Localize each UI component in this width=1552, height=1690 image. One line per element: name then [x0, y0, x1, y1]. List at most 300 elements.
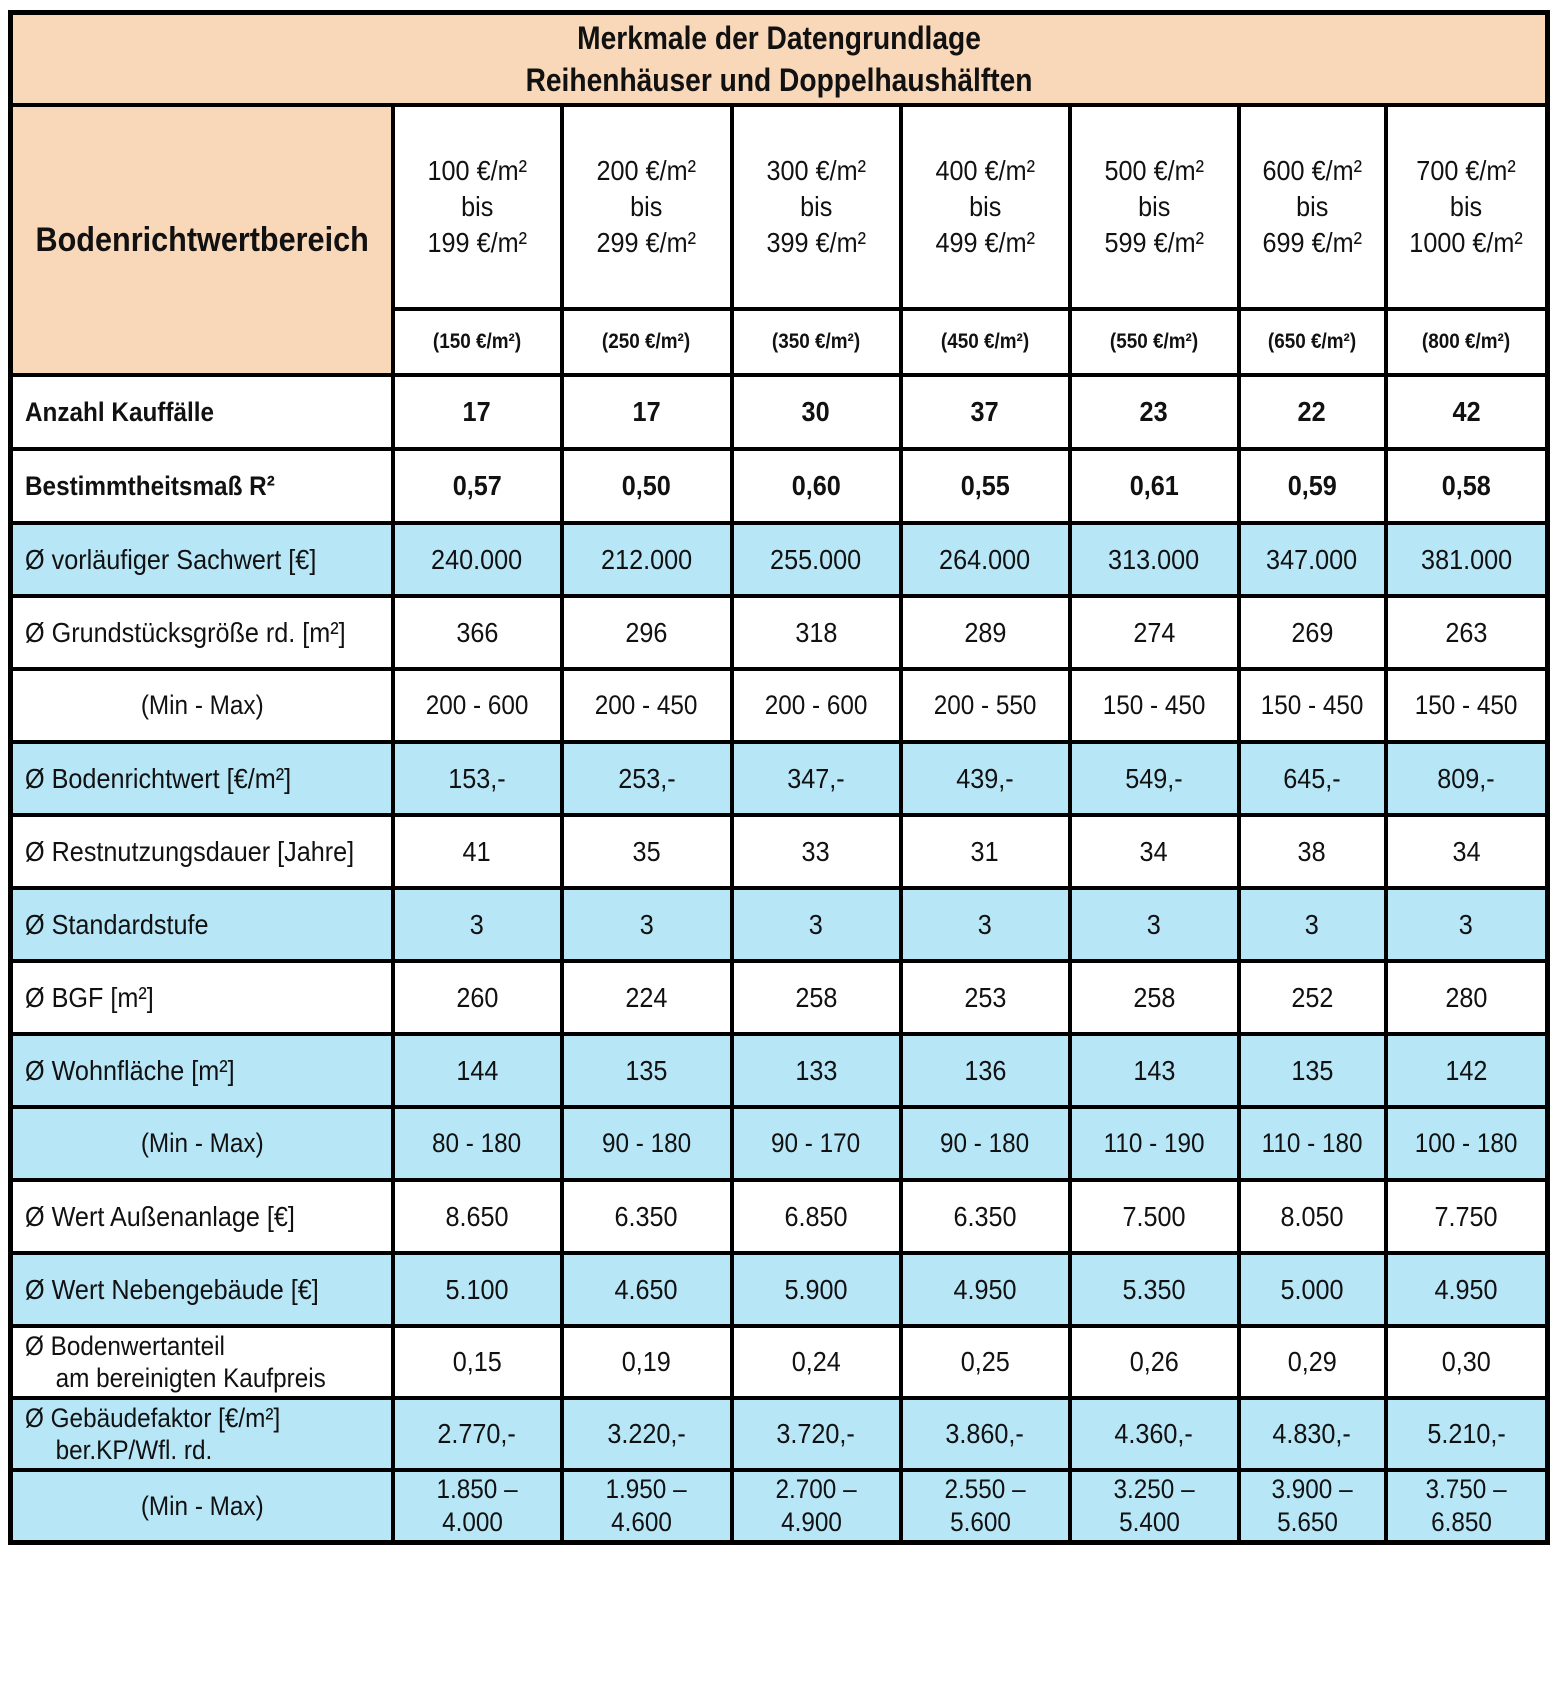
- range-mid-value: [562, 309, 732, 375]
- cell-value: 0,29: [1287, 1346, 1337, 1377]
- cell-value: 3.220,-: [607, 1418, 686, 1449]
- table-cell: [732, 1470, 901, 1543]
- cell-value: 0,26: [1129, 1346, 1179, 1377]
- row-wohnflaeche_mm: [11, 1107, 1548, 1180]
- cell-value: 253,-: [617, 762, 676, 794]
- row-grundstueck: [11, 596, 1548, 669]
- cell-range-to: 4.000: [442, 1507, 503, 1537]
- range-from: 300 €/m²: [766, 155, 866, 186]
- table-cell: [393, 1398, 562, 1470]
- table-cell: [562, 596, 732, 669]
- cell-value: 549,-: [1125, 762, 1183, 794]
- cell-value: 224: [625, 981, 668, 1013]
- table-cell: [901, 449, 1070, 523]
- table-cell: [393, 523, 562, 596]
- range-text: [1410, 153, 1523, 261]
- cell-value: 7.750: [1434, 1200, 1498, 1232]
- cell-value: 38: [1297, 835, 1327, 867]
- table-cell: [1070, 888, 1239, 961]
- cell-value: 289: [963, 616, 1007, 648]
- table-cell: [901, 1253, 1070, 1326]
- row-sachwert: [11, 523, 1548, 596]
- range-mid-value: [901, 309, 1070, 375]
- range-text: [1104, 153, 1203, 261]
- row-wohnflaeche: [11, 1034, 1548, 1107]
- table-cell: [732, 523, 901, 596]
- row-label: [11, 1326, 393, 1398]
- table-cell: [732, 449, 901, 523]
- range-bis: bis: [1450, 191, 1483, 222]
- cell-value: 5.100: [445, 1273, 509, 1305]
- table-cell: [901, 1180, 1070, 1253]
- cell-value: 809,-: [1437, 762, 1495, 794]
- row-label: [11, 449, 393, 523]
- table-cell: [562, 1253, 732, 1326]
- table-cell: [1239, 1470, 1386, 1543]
- data-table-container: [8, 10, 1545, 1545]
- cell-value: 4.360,-: [1114, 1418, 1194, 1449]
- range-from: 700 €/m²: [1416, 155, 1516, 186]
- cell-range-to: 5.400: [1119, 1507, 1180, 1537]
- row-label: [11, 1470, 393, 1543]
- cell-value: 150 - 450: [1102, 690, 1206, 720]
- cell-value: 252: [1290, 981, 1334, 1013]
- table-cell: [562, 1180, 732, 1253]
- row-label: [11, 1034, 393, 1107]
- table-cell: [393, 1107, 562, 1180]
- row-label: [11, 523, 393, 596]
- range-cell: [562, 105, 732, 309]
- cell-value: 3: [469, 908, 485, 940]
- table-cell: [732, 815, 901, 888]
- cell-value: 240.000: [431, 543, 523, 575]
- cell-value: 296: [625, 616, 668, 648]
- cell-value: 8.050: [1280, 1200, 1344, 1232]
- row-label: [11, 1253, 393, 1326]
- range-cell: [732, 105, 901, 309]
- table-cell: [732, 1034, 901, 1107]
- cell-value: 253: [963, 981, 1007, 1013]
- table-cell: [562, 742, 732, 815]
- table-cell: [1070, 1326, 1239, 1398]
- table-cell: [1239, 449, 1386, 523]
- table-cell: [732, 1180, 901, 1253]
- table-cell: [732, 742, 901, 815]
- table-cell: [393, 1326, 562, 1398]
- table-cell: [393, 669, 562, 742]
- table-cell: [1070, 449, 1239, 523]
- range-to: 399 €/m²: [766, 227, 866, 258]
- cell-range: [944, 1473, 1025, 1539]
- row-label: [11, 1180, 393, 1253]
- row-gebaeudefaktor: [11, 1398, 1548, 1470]
- table-cell: [901, 961, 1070, 1034]
- table-cell: [1239, 742, 1386, 815]
- table-cell: [1239, 1326, 1386, 1398]
- table-cell: [562, 523, 732, 596]
- table-cell: [732, 961, 901, 1034]
- range-mid-value: [1070, 309, 1239, 375]
- cell-value: 439,-: [956, 762, 1014, 794]
- cell-value: 3.720,-: [776, 1418, 856, 1449]
- table-cell: [732, 669, 901, 742]
- row-label-text: (Min - Max): [140, 1128, 264, 1158]
- range-mid-value: [732, 309, 901, 375]
- table-cell: [1386, 523, 1548, 596]
- table-cell: [1386, 449, 1548, 523]
- cell-value: 645,-: [1283, 762, 1341, 794]
- cell-value: 35: [632, 835, 661, 867]
- table-cell: [1070, 596, 1239, 669]
- table-cell: [732, 1326, 901, 1398]
- cell-value: 366: [455, 616, 499, 648]
- row-label-text: Ø Bodenrichtwert [€/m²]: [25, 762, 292, 794]
- range-from: 500 €/m²: [1104, 155, 1204, 186]
- row-gebaeudefaktor_mm: [11, 1470, 1548, 1543]
- cell-value: 0,19: [621, 1346, 672, 1377]
- table-cell: [1070, 1253, 1239, 1326]
- table-cell: [393, 1180, 562, 1253]
- table-cell: [732, 596, 901, 669]
- cell-value: 3: [977, 908, 993, 940]
- table-cell: [393, 596, 562, 669]
- cell-value: 5.350: [1122, 1273, 1186, 1305]
- range-text: [427, 153, 526, 261]
- range-mid-text: (650 €/m²): [1267, 330, 1357, 353]
- table-cell: [1239, 375, 1386, 449]
- cell-value: 0,59: [1287, 470, 1337, 501]
- range-from: 200 €/m²: [596, 155, 697, 186]
- range-mid-text: (250 €/m²): [602, 330, 691, 353]
- table-cell: [1386, 375, 1548, 449]
- table-cell: [901, 375, 1070, 449]
- range-mid-text: (450 €/m²): [940, 330, 1030, 353]
- range-text: [1262, 153, 1361, 261]
- range-bis: bis: [1295, 191, 1329, 222]
- cell-value: 0,58: [1441, 470, 1491, 501]
- cell-value: 7.500: [1122, 1200, 1186, 1232]
- table-cell: [1239, 1180, 1386, 1253]
- cell-value: 280: [1445, 981, 1488, 1013]
- range-to: 599 €/m²: [1104, 227, 1204, 258]
- table-cell: [1386, 961, 1548, 1034]
- cell-range-to: 6.850: [1431, 1507, 1493, 1537]
- cell-value: 110 - 180: [1261, 1128, 1363, 1158]
- cell-value: 0,15: [452, 1346, 502, 1377]
- cell-value: 135: [625, 1054, 668, 1086]
- cell-value: 3: [808, 908, 824, 940]
- table-cell: [1386, 1180, 1548, 1253]
- table-cell: [393, 961, 562, 1034]
- table-cell: [393, 375, 562, 449]
- range-mid-value: [1386, 309, 1548, 375]
- table-title: [11, 13, 1548, 106]
- cell-value: 4.950: [1434, 1273, 1498, 1305]
- cell-range: [1113, 1473, 1194, 1539]
- cell-value: 135: [1290, 1054, 1334, 1086]
- row-label: [11, 669, 393, 742]
- table-cell: [562, 815, 732, 888]
- cell-value: 200 - 600: [764, 690, 868, 720]
- cell-value: 0,50: [621, 470, 672, 501]
- table-cell: [1239, 1107, 1386, 1180]
- table-cell: [393, 888, 562, 961]
- cell-value: 200 - 600: [425, 690, 529, 720]
- range-mid-value: [1239, 309, 1386, 375]
- range-text: [935, 153, 1034, 261]
- table-cell: [562, 1107, 732, 1180]
- cell-range-from: 1.950 –: [605, 1474, 688, 1504]
- cell-value: 263: [1445, 616, 1488, 648]
- range-mid-text: (550 €/m²): [1109, 330, 1199, 353]
- row-standardstufe: [11, 888, 1548, 961]
- cell-value: 269: [1290, 616, 1334, 648]
- row-label: [11, 815, 393, 888]
- table-cell: [562, 1034, 732, 1107]
- cell-range-from: 3.750 –: [1425, 1474, 1507, 1504]
- title-line-2: Reihenhäuser und Doppelhaushälften: [525, 62, 1033, 98]
- row-label: [11, 742, 393, 815]
- cell-value: 2.770,-: [437, 1418, 517, 1449]
- row-r2: [11, 449, 1548, 523]
- table-cell: [1386, 596, 1548, 669]
- cell-value: 133: [794, 1054, 838, 1086]
- table-cell: [1070, 1470, 1239, 1543]
- row-bgf: [11, 961, 1548, 1034]
- row-label: [11, 1398, 393, 1470]
- cell-value: 0,57: [452, 470, 502, 501]
- cell-value: 31: [970, 835, 1000, 867]
- cell-range-from: 3.250 –: [1113, 1474, 1195, 1504]
- table-cell: [562, 1398, 732, 1470]
- range-cell: [393, 105, 562, 309]
- table-cell: [1386, 888, 1548, 961]
- cell-value: 3: [639, 908, 654, 940]
- row-bodenrichtwert: [11, 742, 1548, 815]
- table-cell: [1239, 815, 1386, 888]
- cell-value: 0,61: [1129, 470, 1179, 501]
- cell-value: 258: [794, 981, 838, 1013]
- cell-value: 30: [801, 396, 831, 427]
- cell-value: 22: [1297, 396, 1327, 427]
- row-label-text: Ø Grundstücksgröße rd. [m²]: [25, 616, 346, 648]
- range-mid-text: (150 €/m²): [432, 330, 522, 353]
- cell-value: 200 - 550: [933, 690, 1037, 720]
- table-cell: [1070, 1107, 1239, 1180]
- cell-value: 34: [1452, 835, 1481, 867]
- characteristics-table: [8, 10, 1550, 1545]
- table-cell: [562, 888, 732, 961]
- cell-value: 90 - 170: [771, 1128, 861, 1158]
- range-mid-text: (350 €/m²): [771, 330, 861, 353]
- table-cell: [562, 1326, 732, 1398]
- cell-range: [606, 1473, 687, 1539]
- table-cell: [1070, 1180, 1239, 1253]
- table-cell: [1070, 523, 1239, 596]
- row-label-line-2: ber.KP/Wfl. rd.: [55, 1435, 213, 1465]
- table-cell: [1070, 815, 1239, 888]
- row-label-text: (Min - Max): [140, 1491, 264, 1521]
- range-from: 600 €/m²: [1262, 155, 1362, 186]
- cell-value: 153,-: [448, 762, 506, 794]
- table-cell: [1386, 1326, 1548, 1398]
- row-label-text: Ø Restnutzungsdauer [Jahre]: [25, 835, 355, 867]
- cell-value: 33: [801, 835, 831, 867]
- table-cell: [901, 669, 1070, 742]
- table-cell: [393, 1470, 562, 1543]
- table-cell: [901, 1034, 1070, 1107]
- cell-range-from: 3.900 –: [1271, 1474, 1353, 1504]
- cell-value: 90 - 180: [601, 1128, 692, 1158]
- row-label-text: Ø Wohnfläche [m²]: [25, 1054, 235, 1086]
- cell-value: 42: [1452, 396, 1481, 427]
- cell-range: [1271, 1473, 1352, 1539]
- cell-value: 0,55: [960, 470, 1010, 501]
- cell-value: 150 - 450: [1414, 690, 1518, 720]
- table-cell: [1070, 1034, 1239, 1107]
- table-cell: [393, 742, 562, 815]
- range-bis: bis: [799, 191, 833, 222]
- table-cell: [562, 961, 732, 1034]
- cell-range-to: 5.650: [1277, 1507, 1338, 1537]
- cell-value: 260: [455, 981, 499, 1013]
- cell-value: 80 - 180: [432, 1128, 522, 1158]
- range-bis: bis: [460, 191, 494, 222]
- range-mid-value: [393, 309, 562, 375]
- cell-value: 313.000: [1108, 543, 1200, 575]
- range-cell: [1386, 105, 1548, 309]
- cell-value: 200 - 450: [595, 690, 698, 720]
- cell-range-to: 4.600: [611, 1507, 673, 1537]
- range-header-row: [11, 105, 1548, 309]
- cell-value: 100 - 180: [1414, 1128, 1518, 1158]
- table-cell: [1070, 669, 1239, 742]
- cell-range-to: 4.900: [781, 1507, 842, 1537]
- cell-value: 4.830,-: [1272, 1418, 1352, 1449]
- cell-value: 136: [963, 1054, 1007, 1086]
- table-cell: [732, 1398, 901, 1470]
- cell-value: 4.950: [953, 1273, 1017, 1305]
- cell-value: 5.210,-: [1427, 1418, 1506, 1449]
- range-text: [597, 153, 696, 261]
- table-cell: [901, 596, 1070, 669]
- table-cell: [1070, 375, 1239, 449]
- table-cell: [732, 888, 901, 961]
- row-label: [11, 961, 393, 1034]
- cell-value: 17: [632, 396, 661, 427]
- cell-value: 258: [1132, 981, 1176, 1013]
- cell-range: [1426, 1473, 1507, 1539]
- cell-value: 150 - 450: [1260, 690, 1364, 720]
- cell-value: 255.000: [770, 543, 862, 575]
- cell-value: 143: [1132, 1054, 1176, 1086]
- row-label: [11, 375, 393, 449]
- cell-value: 37: [970, 396, 1000, 427]
- table-cell: [562, 375, 732, 449]
- table-cell: [901, 815, 1070, 888]
- row-label-text: [25, 1402, 280, 1466]
- range-to: 499 €/m²: [935, 227, 1035, 258]
- cell-value: 0,60: [791, 470, 841, 501]
- row-label-text: [25, 1330, 326, 1394]
- table-cell: [393, 1034, 562, 1107]
- cell-range-from: 2.550 –: [944, 1474, 1026, 1504]
- cell-value: 23: [1139, 396, 1169, 427]
- row-restnutzung: [11, 815, 1548, 888]
- cell-value: 144: [455, 1054, 499, 1086]
- table-cell: [732, 1107, 901, 1180]
- cell-value: 6.350: [953, 1200, 1017, 1232]
- range-bis: bis: [630, 191, 663, 222]
- table-cell: [1239, 1034, 1386, 1107]
- table-cell: [1239, 888, 1386, 961]
- cell-value: 0,30: [1441, 1346, 1491, 1377]
- table-cell: [901, 1398, 1070, 1470]
- title-line-1: Merkmale der Datengrundlage: [577, 20, 981, 56]
- row-label: [11, 888, 393, 961]
- table-cell: [1386, 1107, 1548, 1180]
- row-bodenwertanteil: [11, 1326, 1548, 1398]
- cell-value: 6.350: [614, 1200, 679, 1232]
- row-label-text: Ø Standardstufe: [25, 908, 209, 940]
- cell-value: 110 - 190: [1103, 1128, 1205, 1158]
- table-cell: [1239, 961, 1386, 1034]
- bodenrichtwertbereich-label: [11, 105, 393, 375]
- table-cell: [1386, 742, 1548, 815]
- cell-value: 3.860,-: [945, 1418, 1025, 1449]
- range-from: 400 €/m²: [935, 155, 1035, 186]
- table-cell: [901, 1326, 1070, 1398]
- row-nebengebaeude: [11, 1253, 1548, 1326]
- range-to: 699 €/m²: [1262, 227, 1362, 258]
- cell-value: 6.850: [784, 1200, 848, 1232]
- cell-value: 4.650: [614, 1273, 679, 1305]
- range-bis: bis: [968, 191, 1002, 222]
- cell-range-from: 2.700 –: [775, 1474, 857, 1504]
- cell-range: [436, 1473, 517, 1539]
- row-aussenanlage: [11, 1180, 1548, 1253]
- cell-value: 3: [1146, 908, 1162, 940]
- table-cell: [1386, 815, 1548, 888]
- cell-value: 318: [794, 616, 838, 648]
- cell-value: 0,24: [791, 1346, 841, 1377]
- row-label: [11, 1107, 393, 1180]
- row-label-line-1: Ø Bodenwertanteil: [25, 1331, 225, 1361]
- cell-value: 8.650: [445, 1200, 509, 1232]
- range-bis: bis: [1137, 191, 1171, 222]
- table-cell: [393, 1253, 562, 1326]
- row-kauffaelle: [11, 375, 1548, 449]
- table-cell: [1239, 596, 1386, 669]
- row-grundstueck_mm: [11, 669, 1548, 742]
- row-label: [11, 596, 393, 669]
- table-cell: [562, 449, 732, 523]
- cell-value: 212.000: [600, 543, 693, 575]
- row-label-text: (Min - Max): [140, 690, 264, 720]
- cell-value: 41: [462, 835, 492, 867]
- range-cell: [1239, 105, 1386, 309]
- table-cell: [1239, 1398, 1386, 1470]
- row-label-text: Ø vorläufiger Sachwert [€]: [25, 543, 317, 575]
- table-cell: [1070, 742, 1239, 815]
- cell-value: 142: [1445, 1054, 1488, 1086]
- table-cell: [562, 669, 732, 742]
- table-cell: [1239, 523, 1386, 596]
- table-cell: [1239, 1253, 1386, 1326]
- cell-value: 5.900: [784, 1273, 848, 1305]
- cell-range: [775, 1473, 856, 1539]
- table-cell: [1386, 1034, 1548, 1107]
